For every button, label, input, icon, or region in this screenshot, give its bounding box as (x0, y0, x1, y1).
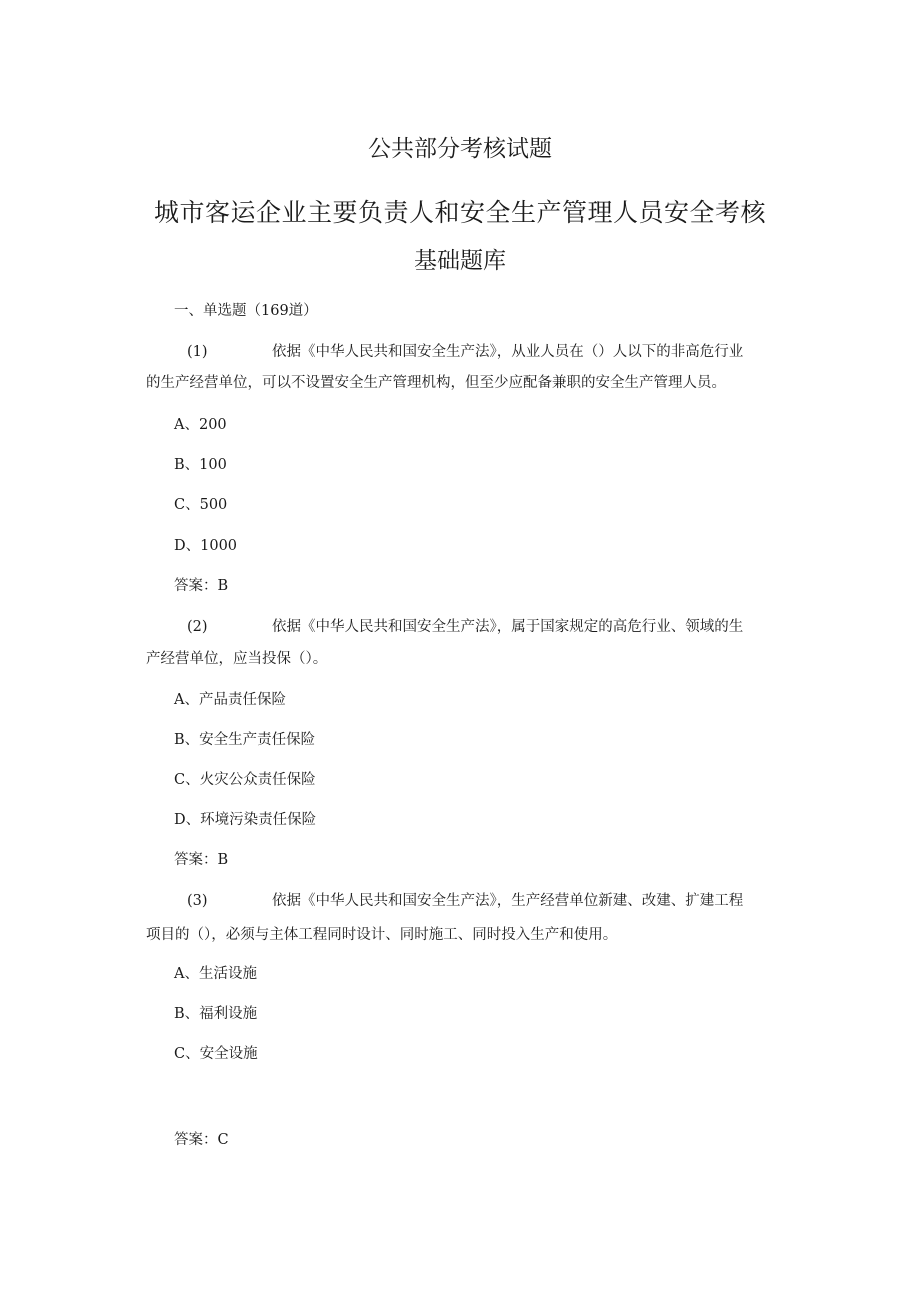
question-number: (3) (187, 893, 208, 909)
question-text-line1: 依据《中华人民共和国安全生产法》，生产经营单位新建、改建、扩建工程 (272, 893, 744, 909)
answer: 答案：B (174, 578, 229, 594)
option-c: C、500 (174, 497, 228, 513)
question-number: (2) (187, 619, 208, 635)
option-c: C、火灾公众责任保险 (174, 772, 316, 788)
question-number: (1) (187, 344, 208, 360)
option-b: B、安全生产责任保险 (174, 732, 316, 748)
document-title: 公共部分考核试题 (368, 136, 552, 162)
answer: 答案：C (174, 1132, 229, 1148)
question-text-line2: 项目的（），必须与主体工程同时设计、同时施工、同时投入生产和使用。 (146, 927, 618, 943)
question-text-line2: 的生产经营单位，可以不设置安全生产管理机构，但至少应配备兼职的安全生产管理人员。 (146, 375, 726, 391)
option-d: D、1000 (174, 538, 238, 554)
document-subtitle-line2: 基础题库 (414, 248, 506, 274)
answer: 答案：B (174, 852, 229, 868)
option-d: D、环境污染责任保险 (174, 812, 317, 828)
option-a: A、产品责任保险 (174, 692, 286, 708)
document-subtitle: 城市客运企业主要负责人和安全生产管理人员安全考核 (153, 198, 766, 227)
option-a: A、200 (174, 417, 227, 433)
question-text-line2: 产经营单位，应当投保（）。 (146, 651, 328, 667)
option-b: B、100 (174, 457, 227, 473)
question-text-line1: 依据《中华人民共和国安全生产法》，属于国家规定的高危行业、领域的生 (272, 619, 744, 635)
section-heading: 一、单选题（169道） (174, 303, 318, 319)
option-b: B、福利设施 (174, 1006, 258, 1022)
question-text-line1: 依据《中华人民共和国安全生产法》，从业人员在（）人以下的非高危行业 (272, 344, 744, 360)
option-a: A、生活设施 (174, 966, 257, 982)
option-c: C、安全设施 (174, 1046, 258, 1062)
